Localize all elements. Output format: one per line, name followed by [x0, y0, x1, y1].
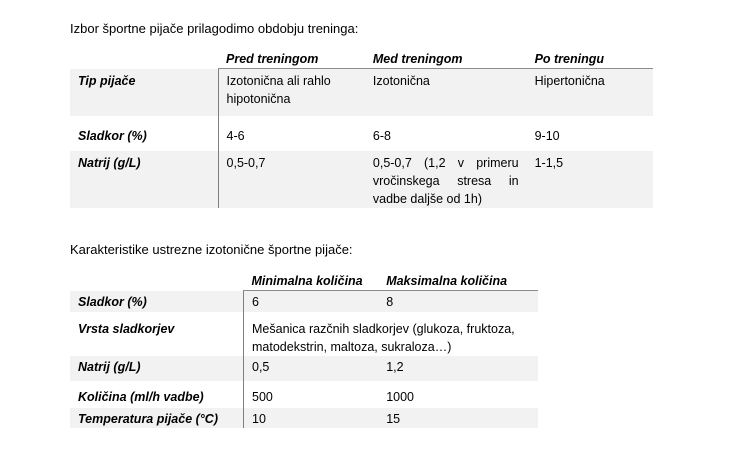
table-header-row — [70, 48, 653, 69]
intro-text-2: Karakteristike ustrezne izotonične športne pijače: — [70, 242, 353, 257]
row-label: Tip pijače — [70, 69, 218, 117]
table-row — [70, 116, 653, 151]
table-cell: Izotonična — [365, 69, 527, 117]
isotonic-drink-table — [70, 270, 538, 428]
table-cell: Mešanica razčnih sladkorjev (glukoza, fruktoza, matodekstrin, maltoza, sukraloza…) — [252, 322, 515, 354]
row-label: Natrij (g/L) — [70, 356, 244, 381]
row-label: Količina (ml/h vadbe) — [70, 381, 244, 408]
row-label: Natrij (g/L) — [70, 151, 218, 208]
header-min-amount: Minimalna količina — [244, 270, 379, 291]
header-blank-cell — [70, 48, 218, 69]
table-cell: 0,5 — [244, 356, 379, 381]
row-label: Sladkor (%) — [70, 116, 218, 151]
table-row — [70, 356, 538, 381]
table-cell: 1-1,5 — [527, 151, 653, 208]
table-cell: 9-10 — [534, 129, 560, 143]
table-cell: 1,2 — [378, 356, 538, 381]
table-row — [70, 408, 538, 428]
table-cell: 15 — [378, 408, 538, 428]
table-row — [70, 291, 538, 313]
table-cell: Izotonična ali rahlo hipotonična — [218, 69, 365, 117]
intro-text-1: Izbor športne pijače prilagodimo obdobju treninga: — [70, 21, 359, 36]
table-cell: 10 — [244, 408, 379, 428]
table-header-row — [70, 270, 538, 291]
table-cell: 0,5-0,7 (1,2 v primeru vročinskega stresa in vadbe dalјše od 1h) — [365, 151, 527, 208]
table-cell: 8 — [378, 291, 538, 313]
table-cell: 500 — [252, 390, 273, 404]
header-after-training: Po treningu — [527, 48, 653, 69]
table-cell: 6-8 — [372, 129, 391, 143]
table-row — [70, 151, 653, 208]
row-label: Temperatura pijače (°C) — [70, 408, 244, 428]
header-blank-cell — [70, 270, 244, 291]
table-cell: 6 — [244, 291, 379, 313]
drink-by-period-table — [70, 48, 653, 208]
table-cell: 0,5-0,7 — [218, 151, 365, 208]
table-cell: 4-6 — [226, 129, 245, 143]
table-cell: Hipertonična — [527, 69, 653, 117]
row-label: Vrsta sladkorjev — [70, 312, 244, 356]
header-during-training: Med treningom — [365, 48, 527, 69]
header-before-training: Pred treningom — [218, 48, 365, 69]
table-row — [70, 312, 538, 356]
row-label: Sladkor (%) — [70, 291, 244, 313]
table-row — [70, 381, 538, 408]
table-row — [70, 69, 653, 117]
header-max-amount: Maksimalna količina — [378, 270, 538, 291]
table-cell: 1000 — [386, 390, 414, 404]
